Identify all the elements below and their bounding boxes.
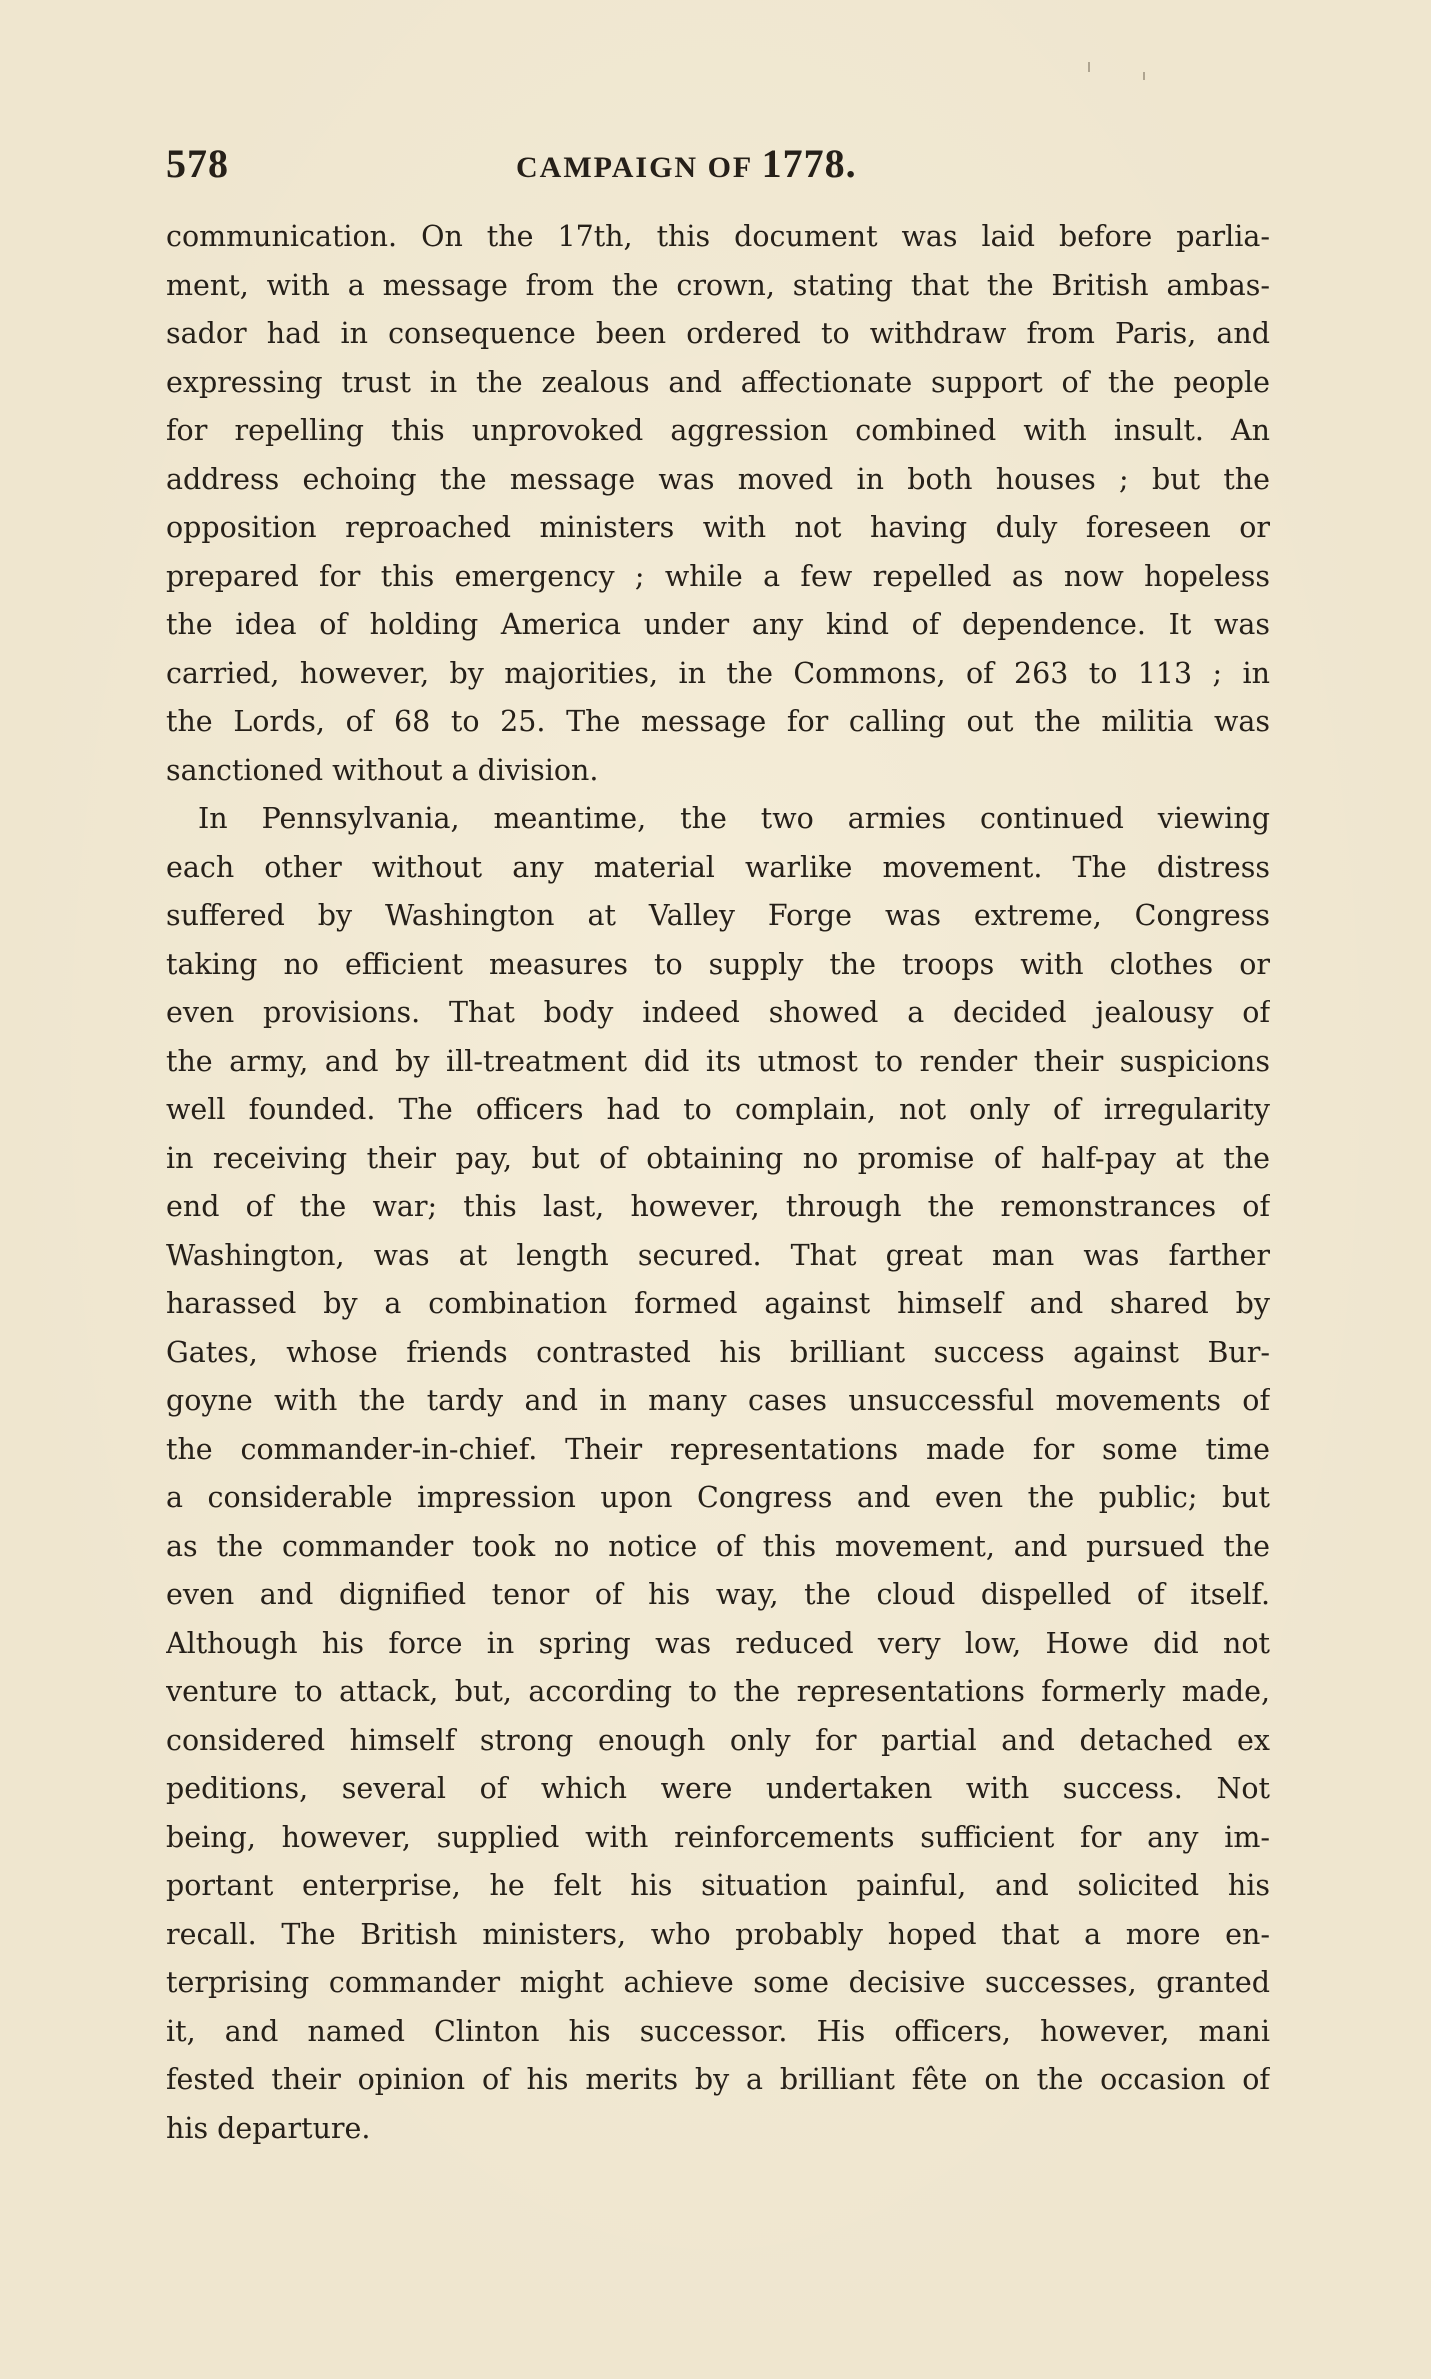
text-line: considered himself strong enough only for partial and detached ex: [166, 1723, 1270, 1757]
running-head-title: CAMPAIGN OF: [516, 151, 753, 184]
text-line: Gates, whose friends contrasted his brilliant success against Bur-: [166, 1335, 1270, 1369]
page-number: 578: [166, 141, 229, 186]
text-line: terprising commander might achieve some decisive successes, granted: [166, 1966, 1270, 1999]
text-line: expressing trust in the zealous and affectionate support of the people: [166, 365, 1270, 399]
text-line: his departure.: [166, 2111, 371, 2145]
text-line: each other without any material warlike movement. The distress: [166, 850, 1270, 884]
text-line: even and dignified tenor of his way, the cloud dispelled of itself.: [166, 1578, 1270, 1611]
text-line: Washington, was at length secured. That great man was farther: [166, 1238, 1270, 1272]
text-line: peditions, several of which were undertaken with success. Not: [166, 1772, 1270, 1805]
text-line: In Pennsylvania, meantime, the two armies continued viewing: [198, 802, 1270, 835]
text-line: goyne with the tardy and in many cases unsuccessful movements of: [166, 1384, 1270, 1417]
text-line: as the commander took no notice of this movement, and pursued the: [166, 1529, 1270, 1563]
text-line: suffered by Washington at Valley Forge was extreme, Congress: [166, 899, 1270, 932]
running-head: [516, 140, 857, 187]
text-line: harassed by a combination formed against himself and shared by: [166, 1287, 1270, 1320]
text-line: sador had in consequence been ordered to withdraw from Paris, and: [166, 317, 1270, 350]
text-line: communication. On the 17th, this document was laid before parlia-: [166, 220, 1270, 253]
text-line: in receiving their pay, but of obtaining no promise of half-pay at the: [166, 1141, 1270, 1175]
text-line: ment, with a message from the crown, stating that the British ambas-: [166, 268, 1270, 302]
scan-speck: [1143, 72, 1145, 80]
text-line: being, however, supplied with reinforcements sufficient for any im-: [166, 1820, 1270, 1854]
text-line: address echoing the message was moved in both houses ; but the: [166, 462, 1270, 496]
text-line: opposition reproached ministers with not having duly foreseen or: [166, 511, 1270, 544]
text-line: fested their opinion of his merits by a brilliant fête on the occasion of: [166, 2063, 1270, 2096]
text-line: a considerable impression upon Congress and even the public; but: [166, 1481, 1270, 1514]
body-text: [166, 213, 1270, 2153]
text-line: for repelling this unprovoked aggression combined with insult. An: [166, 414, 1270, 447]
text-line: carried, however, by majorities, in the Commons, of 263 to 113 ; in: [166, 656, 1270, 690]
text-line: Although his force in spring was reduced very low, Howe did not: [166, 1626, 1270, 1660]
text-line: portant enterprise, he felt his situation painful, and solicited his: [166, 1869, 1270, 1902]
text-line: venture to attack, but, according to the representations formerly made,: [166, 1675, 1270, 1708]
text-line: the idea of holding America under any kind of dependence. It was: [166, 608, 1270, 641]
page-header: [166, 140, 1276, 200]
text-line: it, and named Clinton his successor. His officers, however, mani: [166, 2014, 1270, 2048]
text-line: well founded. The officers had to complain, not only of irregularity: [166, 1093, 1270, 1126]
text-line: the Lords, of 68 to 25. The message for calling out the militia was: [166, 705, 1270, 738]
text-line: prepared for this emergency ; while a few repelled as now hopeless: [166, 559, 1270, 593]
text-line: even provisions. That body indeed showed a decided jealousy of: [166, 996, 1270, 1029]
running-head-year: 1778.: [761, 141, 857, 186]
text-line: the commander-in-chief. Their representations made for some time: [166, 1432, 1270, 1466]
text-line: sanctioned without a division.: [166, 753, 599, 787]
text-line: recall. The British ministers, who probably hoped that a more en-: [166, 1917, 1270, 1951]
text-line: taking no efficient measures to supply the troops with clothes or: [166, 947, 1270, 981]
scan-speck: [1088, 62, 1090, 72]
text-line: the army, and by ill-treatment did its utmost to render their suspicions: [166, 1044, 1270, 1078]
text-line: end of the war; this last, however, through the remonstrances of: [166, 1190, 1270, 1223]
